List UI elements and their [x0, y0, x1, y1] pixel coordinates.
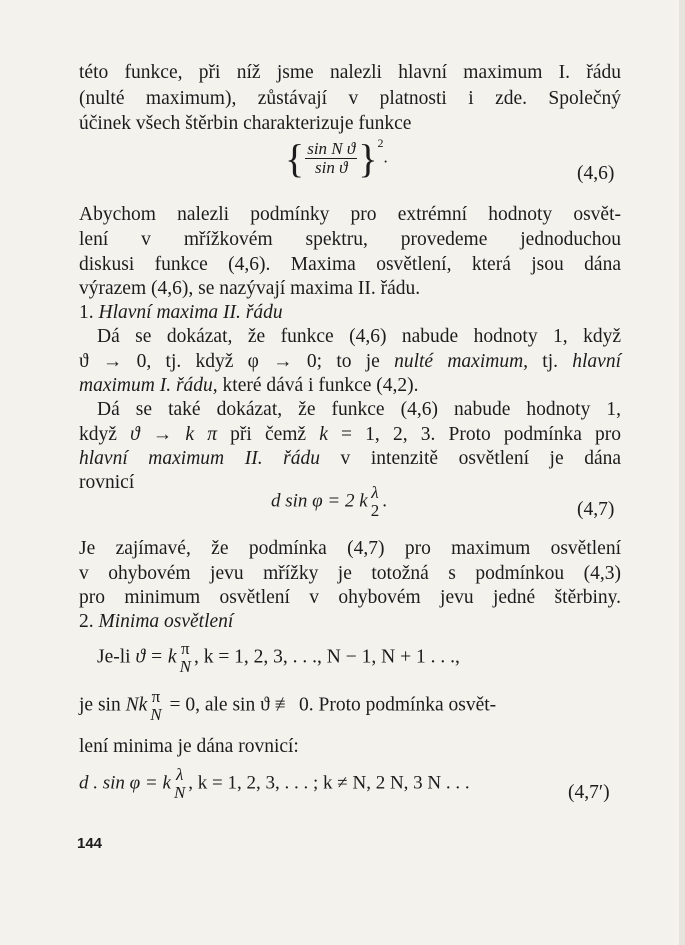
text-line: účinek všech štěrbin charakterizuje funkce	[79, 113, 412, 134]
text-run: je sin	[79, 694, 126, 716]
text-run-italic: maximum I. řádu,	[79, 375, 218, 396]
text-line: diskusi funkce (4,6). Maxima osvětlení, která jsou dána	[79, 254, 621, 275]
exponent: 2	[377, 136, 384, 150]
section-heading	[79, 303, 621, 324]
text-run-italic: k	[319, 424, 328, 445]
text-line	[79, 425, 621, 446]
text-line: výrazem (4,6), se nazývají maxima II. řádu.	[79, 278, 421, 299]
text-run-italic: nulté maximum,	[394, 351, 529, 372]
fraction-denominator: N	[173, 783, 186, 802]
section-title: Minima osvětlení	[98, 611, 234, 632]
fraction-numerator: sin N ϑ	[307, 139, 356, 158]
text-run: když	[79, 424, 131, 445]
equation-number: (4,6)	[577, 163, 615, 184]
text-run: při čemž	[217, 424, 320, 445]
text-line: této funkce, při níž jsme nalezli hlavní maximum I. řádu	[79, 62, 621, 83]
period: .	[383, 147, 388, 167]
equation-lhs: ϑ = k	[135, 646, 177, 668]
equation-number: (4,7)	[577, 499, 615, 520]
text-run: které dává i funkce (4,2).	[217, 375, 419, 396]
section-number: 2.	[79, 611, 94, 632]
text-line: pro minimum osvětlení v ohybovém jevu jedné štěrbiny.	[79, 587, 621, 608]
equation-rest: , k = 1, 2, 3, . . . ; k ≠ N, 2 N, 3 N . . .	[188, 772, 470, 794]
equation-lhs: d sin φ = 2 k	[271, 490, 368, 512]
text-run-italic: hlavní	[572, 351, 621, 372]
equation-lhs: d . sin φ = k	[79, 772, 171, 794]
page-number: 144	[77, 835, 103, 852]
text-line: v ohybovém jevu mřížky je totožná s podmínkou (4,3)	[79, 563, 621, 584]
fraction-denominator: N	[150, 705, 162, 724]
equation-rest: = 0, ale sin ϑ ≢ 0. Proto podmínka osvět-	[164, 694, 497, 716]
text-line	[79, 376, 621, 397]
left-brace: {	[285, 135, 305, 181]
text-run: Je-li	[97, 646, 136, 668]
section-heading	[79, 612, 621, 633]
text-run: ϑ → 0, tj. když φ → 0; to je	[79, 351, 395, 372]
text-line: lení v mřížkovém spektru, provedeme jednoduchou	[79, 229, 621, 250]
text-run: = 1, 2, 3. Proto podmínka pro	[327, 424, 622, 445]
section-number: 1.	[79, 302, 94, 323]
fraction-denominator: 2	[370, 501, 380, 520]
fraction-numerator: π	[180, 639, 190, 658]
text-run: v intenzitě osvětlení je dána	[319, 448, 622, 469]
text-line	[79, 449, 621, 470]
fraction	[178, 640, 193, 676]
fraction	[305, 140, 357, 177]
period: .	[382, 490, 387, 512]
fraction-denominator: sin ϑ	[315, 158, 348, 177]
equation-term: Nk	[125, 694, 148, 716]
fraction-numerator: λ	[175, 765, 184, 784]
text-line: rovnicí	[79, 472, 135, 493]
equation-rest: , k = 1, 2, 3, . . ., N − 1, N + 1 . . .,	[193, 646, 460, 668]
fraction	[148, 688, 163, 724]
text-run-italic: hlavní maximum II. řádu	[79, 448, 320, 469]
fraction	[172, 766, 187, 802]
section-title: Hlavní maxima II. řádu	[98, 302, 283, 323]
text-line: lení minima je dána rovnicí:	[79, 736, 299, 757]
text-line: Abychom nalezli podmínky pro extrémní hodnoty osvět-	[79, 204, 621, 225]
text-run-italic: ϑ → k π	[130, 424, 217, 445]
text-line: (nulté maximum), zůstávají v platnosti i zde. Společný	[79, 88, 621, 109]
fraction-numerator: π	[151, 687, 161, 706]
fraction	[369, 484, 382, 520]
equation-je-sin	[79, 688, 496, 724]
equation-4-6	[285, 135, 388, 181]
text-line: Je zajímavé, že podmínka (4,7) pro maximum osvětlení	[79, 538, 621, 559]
equation-4-7-prime	[79, 766, 470, 802]
equation-4-7	[271, 484, 387, 520]
text-line	[79, 352, 621, 373]
right-brace: }	[358, 135, 378, 181]
text-line: Dá se také dokázat, že funkce (4,6) nabude hodnoty 1,	[97, 399, 621, 420]
equation-number: (4,7′)	[568, 782, 610, 803]
page-edge	[679, 0, 685, 945]
fraction-denominator: N	[179, 657, 191, 676]
text-run: tj.	[528, 351, 573, 372]
text-line: Dá se dokázat, že funkce (4,6) nabude hodnoty 1, když	[97, 326, 621, 347]
fraction-numerator: λ	[371, 483, 379, 502]
equation-je-li	[97, 640, 460, 676]
